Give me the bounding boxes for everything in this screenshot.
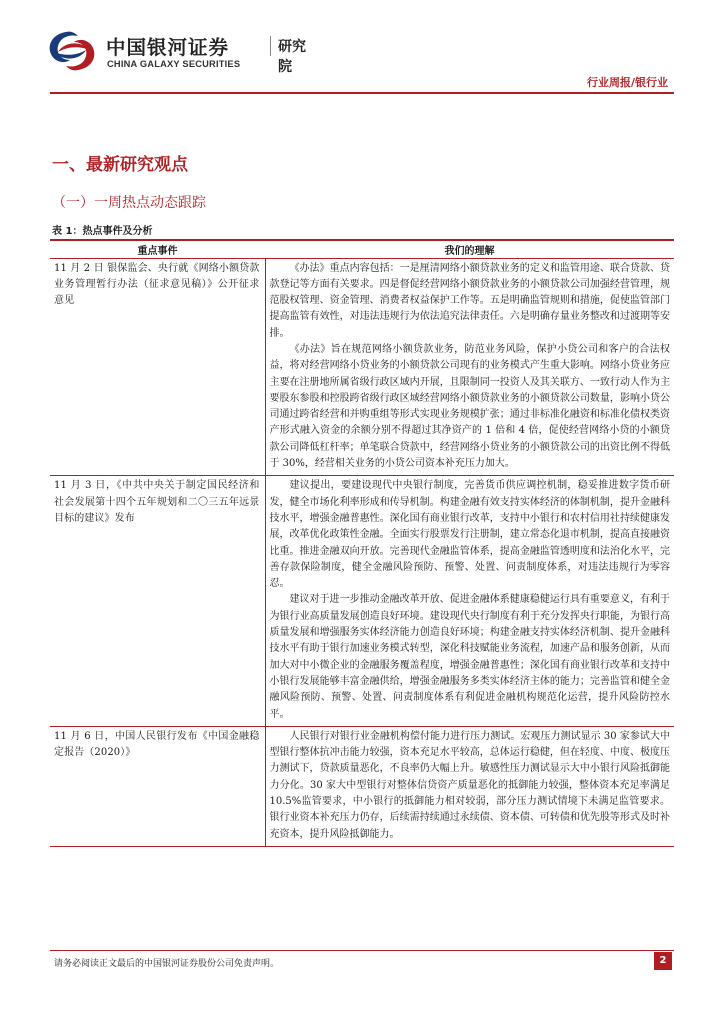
page-number: 2 (654, 952, 672, 970)
section-title: 一、最新研究观点 (52, 155, 188, 175)
analysis-cell (265, 476, 674, 726)
analysis-paragraph: 建议对于进一步推动金融改革开放、促进金融体系健康稳健运行具有重要意义，有利于为银行业高质量发展创造良好环境。建设现代央行制度有利于充分发挥央行职能，为银行高质量发展和增强服务实体经济能力创造良好环境；构建金融支持实体经济机制、提升金融科技水平有助于银行加速业务模式转型，深化科技赋能业务流程，加速产品和服务创新，从而加大对中小微企业的金融服务覆盖程度，增强金融普惠性；深化国有商业银行改革和支持中小银行发展能够丰富金融供给，增强金融服务多类实体经济主体的能力；完善监管和健全金融风险预防、预警、处置、问责制度体系有利促进金融机构规范化运营，提升风险防控水平。 (269, 594, 670, 720)
footer-divider (50, 950, 674, 951)
table-row (50, 726, 674, 846)
table-caption: 表 1：热点事件及分析 (52, 226, 153, 237)
analysis-paragraph: 《办法》重点内容包括：一是厘清网络小额贷款业务的定义和监管用途、联合贷款、贷款登记等方面有关要求。四是督促经营网络小额贷款业务的小额贷款公司加强经营管理，规范股权管理、资金管理、消费者权益保护工作等。五是明确监管规则和措施，促使监管部门提高监管有效性，对违法违规行为依法追究法律责任。六是明确存量业务整改和过渡期等安排。 (269, 262, 670, 339)
logo-divider (270, 36, 271, 56)
analysis-cell (265, 258, 674, 476)
hot-events-table (50, 239, 674, 847)
disclaimer-text: 请务必阅读正文最后的中国银河证券股份公司免责声明。 (54, 959, 280, 969)
logo-english-name: CHINA GALAXY SECURITIES (107, 59, 241, 69)
galaxy-logo-icon (44, 28, 100, 74)
table-row (50, 258, 674, 476)
analysis-paragraph: 建议提出，要建设现代中央银行制度，完善货币供应调控机制，稳妥推进数字货币研发，健全市场化利率形成和传导机制。构建金融有效支持实体经济的体制机制，提升金融科技水平，增强金融普惠性。深化国有商业银行改革，支持中小银行和农村信用社持续健康发展，改革优化政策性金融。全面实行股票发行注册制，建立常态化退市机制，提高直接融资比重。推进金融双向开放。完善现代金融监管体系，提高金融监管透明度和法治化水平，完善存款保险制度，健全金融风险预防、预警、处置、问责制度体系，对违法违规行为零容忍。 (269, 480, 670, 590)
company-logo (44, 28, 314, 80)
report-type: 行业周报/银行业 (586, 76, 668, 89)
event-cell: 11 月 3 日，《中共中央关于制定国民经济和社会发展第十四个五年规划和二〇三五年远景目标的建议》发布 (50, 476, 265, 726)
event-cell: 11 月 2 日 银保监会、央行就《网络小额贷款业务管理暂行办法（征求意见稿）》公开征求意见 (50, 258, 265, 476)
logo-chinese-name: 中国银河证券 (106, 36, 230, 59)
header-divider (50, 92, 674, 94)
column-header-analysis: 我们的理解 (265, 240, 674, 258)
analysis-cell (265, 726, 674, 846)
table-row (50, 476, 674, 726)
table-header-row (50, 240, 674, 258)
column-header-event: 重点事件 (50, 240, 265, 258)
subsection-title: （一）一周热点动态跟踪 (52, 195, 206, 211)
department-name: 研究院 (278, 39, 306, 75)
analysis-paragraph: 人民银行对银行业金融机构偿付能力进行压力测试。宏观压力测试显示 30 家参试大中型银行整体抗冲击能力较强，资本充足水平较高，总体运行稳健，但在轻度、中度、极度压力测试下，贷款质量恶化，不良率仍大幅上升。敏感性压力测试显示大中小银行风险抵御能力分化。30 家大中型银行对整体信贷资产质量恶化的抵御能力较强，整体资本充足率满足 10.5%监管要求，中小银行的抵御能力相对较弱，部分压力测试情境下未满足监管要求。银行业资本补充压力仍存，后续需持续通过永续债、资本债、可转债和优先股等形式及时补充资本，提升风险抵御能力。 (269, 730, 670, 840)
analysis-paragraph: 《办法》旨在规范网络小额贷款业务，防范业务风险，保护小贷公司和客户的合法权益，将对经营网络小贷业务的小额贷款公司现有的业务模式产生重大影响。网络小贷业务应主要在注册地所属省级行政区域内开展，且限制同一投资人及其关联方、一致行动人作为主要股东参股和控股跨省级行政区域经营网络小额贷款业务的小额贷款公司数量，影响小贷公司通过跨省经营和并购重组等形式实现业务规模扩张；通过非标准化融资和标准化债权类资产形式融入资金的余额分别不得超过其净资产的 1 倍和 4 倍，促使经营网络小贷的小额贷款公司降低杠杆率；单笔联合贷款中，经营网络小贷业务的小额贷款公司的出资比例不得低于 30%，经营相关业务的小贷公司资本补充压力加大。 (269, 343, 670, 470)
event-cell: 11 月 6 日，中国人民银行发布《中国金融稳定报告（2020）》 (50, 726, 265, 846)
page-header (0, 0, 724, 90)
